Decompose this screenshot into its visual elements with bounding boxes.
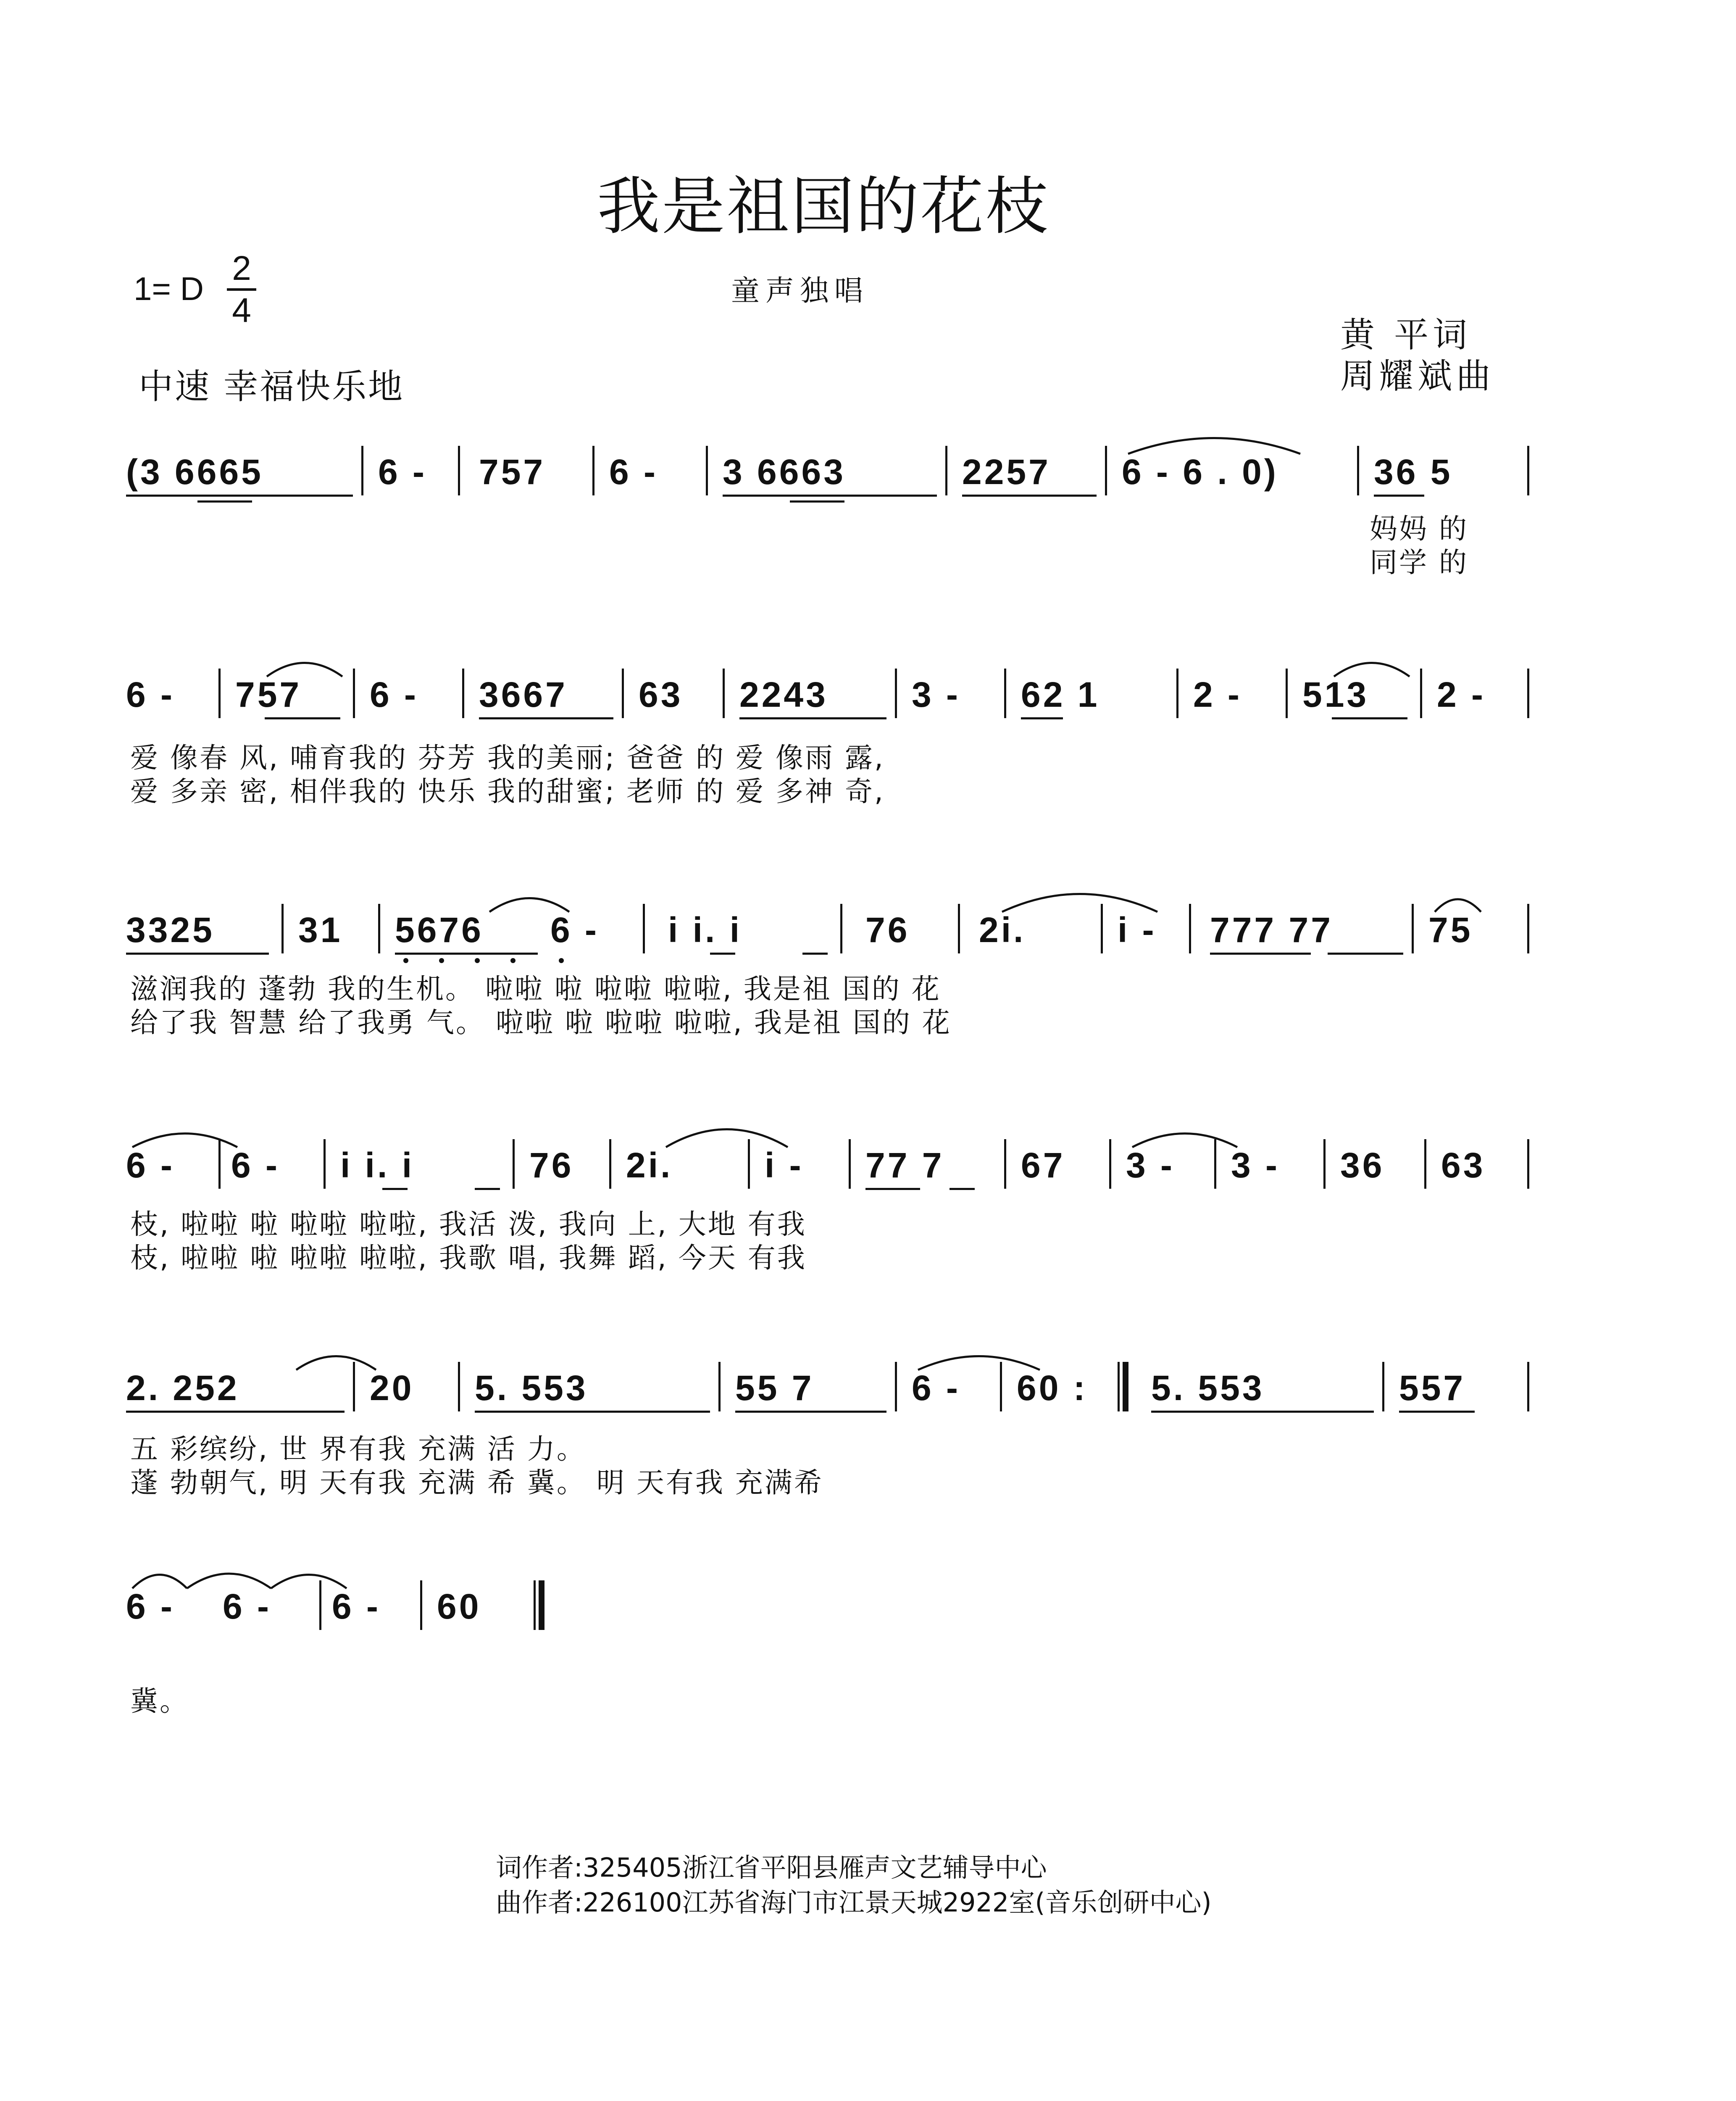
measure: 6 -	[332, 1587, 381, 1626]
barline	[840, 904, 842, 953]
lyricist-credit: 黄 平词	[1340, 315, 1472, 355]
measure: 62 1	[1021, 675, 1100, 714]
beam-line	[802, 953, 828, 955]
barline	[1527, 1139, 1529, 1189]
tie-slur	[487, 889, 571, 914]
measure: 36	[1340, 1145, 1385, 1185]
score-row-2	[126, 674, 1529, 721]
measure: 63	[639, 675, 683, 714]
barline	[1412, 904, 1414, 953]
barline	[592, 446, 594, 495]
beam-line	[475, 1411, 710, 1413]
barline	[718, 1362, 721, 1411]
beam-line	[126, 953, 269, 955]
time-signature	[227, 251, 256, 328]
measure: 60 :	[1017, 1368, 1088, 1408]
lyrics-line: 妈妈 的	[1370, 513, 1468, 545]
score-row-6	[126, 1586, 1529, 1632]
barline	[513, 1139, 515, 1189]
repeat-end-barline	[1118, 1362, 1126, 1411]
slur	[1433, 889, 1483, 914]
measure: 3 -	[1231, 1145, 1280, 1185]
barline	[622, 669, 624, 718]
barline	[458, 1362, 460, 1411]
beam-line	[790, 500, 844, 503]
beam-line	[723, 495, 937, 497]
barline	[1004, 1139, 1006, 1189]
barline	[895, 669, 897, 718]
barline	[1527, 446, 1529, 495]
measure: i i. i	[668, 910, 742, 950]
tie-slur	[1130, 1124, 1239, 1149]
measure: 77 7	[865, 1145, 944, 1185]
beam-line	[126, 495, 353, 497]
barline	[1420, 669, 1422, 718]
measure: 2257	[962, 452, 1051, 492]
beam-line	[950, 1188, 975, 1190]
score-row-1	[126, 452, 1529, 498]
barline	[361, 446, 363, 495]
beam-line	[865, 1188, 920, 1190]
tie-slur	[130, 1565, 349, 1590]
measure: 76	[529, 1145, 574, 1185]
tie-slur	[664, 1120, 790, 1149]
lyrics-line: 爱 多亲 密, 相伴我的 快乐 我的甜蜜; 老师 的 爱 多神 奇,	[130, 775, 885, 808]
measure: 6 -	[223, 1587, 272, 1626]
measure: 6 -	[609, 452, 658, 492]
barline	[1357, 446, 1359, 495]
final-barline	[534, 1580, 542, 1630]
barline	[1323, 1139, 1326, 1189]
beam-line	[739, 717, 886, 719]
measure: 513	[1302, 675, 1369, 714]
beam-line	[1328, 953, 1403, 955]
low-octave-dot	[403, 958, 408, 963]
measure: 6 -	[912, 1368, 961, 1408]
barline	[945, 446, 947, 495]
measure: 3 -	[912, 675, 961, 714]
slur	[265, 653, 345, 679]
lyrics-line: 滋润我的 蓬勃 我的生机。 啦啦 啦 啦啦 啦啦, 我是祖 国的 花	[130, 973, 941, 1005]
measure: 6 -	[231, 1145, 280, 1185]
beam-line	[1021, 717, 1063, 719]
measure: 757	[235, 675, 302, 714]
barline	[706, 446, 708, 495]
lyrics-line: 五 彩缤纷, 世 界有我 充满 活 力。	[130, 1433, 586, 1465]
tie-slur	[1126, 431, 1302, 456]
barline	[458, 446, 460, 495]
lyrics-line: 冀。	[130, 1685, 189, 1717]
beam-line	[197, 500, 252, 503]
slur	[1332, 653, 1412, 679]
score-row-4	[126, 1145, 1529, 1191]
measure: 5676	[395, 910, 484, 950]
tie-slur	[130, 1124, 239, 1149]
tie-slur	[1000, 885, 1160, 914]
measure: 6 - 6 . 0)	[1122, 452, 1278, 492]
low-octave-dot	[439, 958, 444, 963]
beam-line	[1151, 1411, 1374, 1413]
barline	[1527, 1362, 1529, 1411]
barline	[895, 1362, 897, 1411]
measure: 5. 553	[1151, 1368, 1265, 1408]
beam-line	[1332, 717, 1407, 719]
low-octave-dot	[559, 958, 564, 963]
tie-slur	[294, 1347, 378, 1372]
beam-line	[126, 1411, 345, 1413]
measure: 76	[865, 910, 910, 950]
measure: 63	[1441, 1145, 1486, 1185]
measure: 20	[370, 1368, 414, 1408]
measure: 3 -	[1126, 1145, 1175, 1185]
low-octave-dot	[510, 958, 516, 963]
beam-line	[962, 495, 1097, 497]
score-row-3	[126, 910, 1529, 956]
measure: i i. i	[340, 1145, 415, 1185]
barline	[462, 669, 464, 718]
song-title: 我是祖国的花枝	[597, 170, 1050, 243]
barline	[1527, 669, 1529, 718]
measure: 6 -	[370, 675, 419, 714]
beam-line	[265, 717, 340, 719]
barline	[958, 904, 960, 953]
measure: 2. 252	[126, 1368, 239, 1408]
low-octave-dot	[475, 958, 480, 963]
time-signature-top: 2	[232, 249, 251, 287]
beam-line	[1210, 953, 1311, 955]
beam-line	[475, 1188, 500, 1190]
barline	[218, 669, 221, 718]
measure: 557	[1399, 1368, 1466, 1408]
lyricist-address: 词作者:325405浙江省平阳县雁声文艺辅导中心	[496, 1852, 1047, 1883]
measure: 2 -	[1193, 675, 1242, 714]
lyrics-line: 枝, 啦啦 啦 啦啦 啦啦, 我歌 唱, 我舞 蹈, 今天 有我	[130, 1242, 807, 1274]
composer-credit: 周耀斌曲	[1340, 356, 1495, 396]
measure: 31	[298, 910, 343, 950]
composer-address: 曲作者:226100江苏省海门市江景天城2922室(音乐创研中心)	[496, 1887, 1212, 1918]
measure: 3 6663	[723, 452, 846, 492]
measure: 6 -	[378, 452, 427, 492]
barline	[1004, 669, 1006, 718]
barline	[420, 1580, 422, 1630]
measure: 2i.	[626, 1145, 673, 1185]
beam-line	[1399, 1411, 1475, 1413]
time-signature-bottom: 4	[232, 291, 251, 329]
measure: 67	[1021, 1145, 1065, 1185]
beam-line	[479, 717, 613, 719]
measure: 55 7	[735, 1368, 814, 1408]
tempo-marking: 中速 幸福快乐地	[139, 367, 405, 407]
barline	[1189, 904, 1191, 953]
score-row-5	[126, 1368, 1529, 1414]
barline	[324, 1139, 326, 1189]
lyrics-line: 同学 的	[1370, 546, 1468, 579]
measure: 6 -	[550, 910, 600, 950]
barline	[1109, 1139, 1111, 1189]
barline	[723, 669, 725, 718]
barline	[1286, 669, 1288, 718]
lyrics-line: 爱 像春 风, 哺育我的 芬芳 我的美丽; 爸爸 的 爱 像雨 露,	[130, 742, 885, 774]
barline	[849, 1139, 851, 1189]
lyrics-line: 给了我 智慧 给了我勇 气。 啦啦 啦 啦啦 啦啦, 我是祖 国的 花	[130, 1006, 952, 1039]
barline	[1176, 669, 1178, 718]
measure: 6 -	[126, 1145, 175, 1185]
barline	[281, 904, 284, 953]
barline	[1527, 904, 1529, 953]
lyrics-line: 枝, 啦啦 啦 啦啦 啦啦, 我活 泼, 我向 上, 大地 有我	[130, 1208, 807, 1240]
measure: 3325	[126, 910, 215, 950]
measure: 757	[479, 452, 546, 492]
measure: 6 -	[126, 675, 175, 714]
barline	[353, 669, 355, 718]
measure: 60	[437, 1587, 481, 1626]
beam-line	[735, 1411, 886, 1413]
measure: 6 -	[126, 1587, 175, 1626]
measure: (3 6665	[126, 452, 263, 492]
measure: i -	[1118, 910, 1157, 950]
performance-type: 童声独唱	[731, 274, 869, 308]
beam-line	[395, 953, 538, 955]
measure: 3667	[479, 675, 568, 714]
barline	[643, 904, 645, 953]
beam-line	[1374, 495, 1424, 497]
lyrics-line: 蓬 勃朝气, 明 天有我 充满 希 冀。 明 天有我 充满希	[130, 1466, 823, 1499]
barline	[1105, 446, 1107, 495]
beam-line	[710, 953, 735, 955]
tie-slur	[916, 1347, 1042, 1372]
measure: 5. 553	[475, 1368, 588, 1408]
measure: 75	[1428, 910, 1473, 950]
barline	[1382, 1362, 1384, 1411]
barline	[378, 904, 380, 953]
barline	[609, 1139, 611, 1189]
measure: i -	[765, 1145, 804, 1185]
measure: 2i.	[979, 910, 1026, 950]
measure: 2243	[739, 675, 828, 714]
measure: 2 -	[1437, 675, 1486, 714]
measure: 777 77	[1210, 910, 1333, 950]
barline	[1424, 1139, 1426, 1189]
time-signature-line	[227, 288, 256, 291]
measure: 36 5	[1374, 452, 1453, 492]
key-signature: 1= D	[134, 270, 204, 307]
beam-line	[382, 1188, 408, 1190]
